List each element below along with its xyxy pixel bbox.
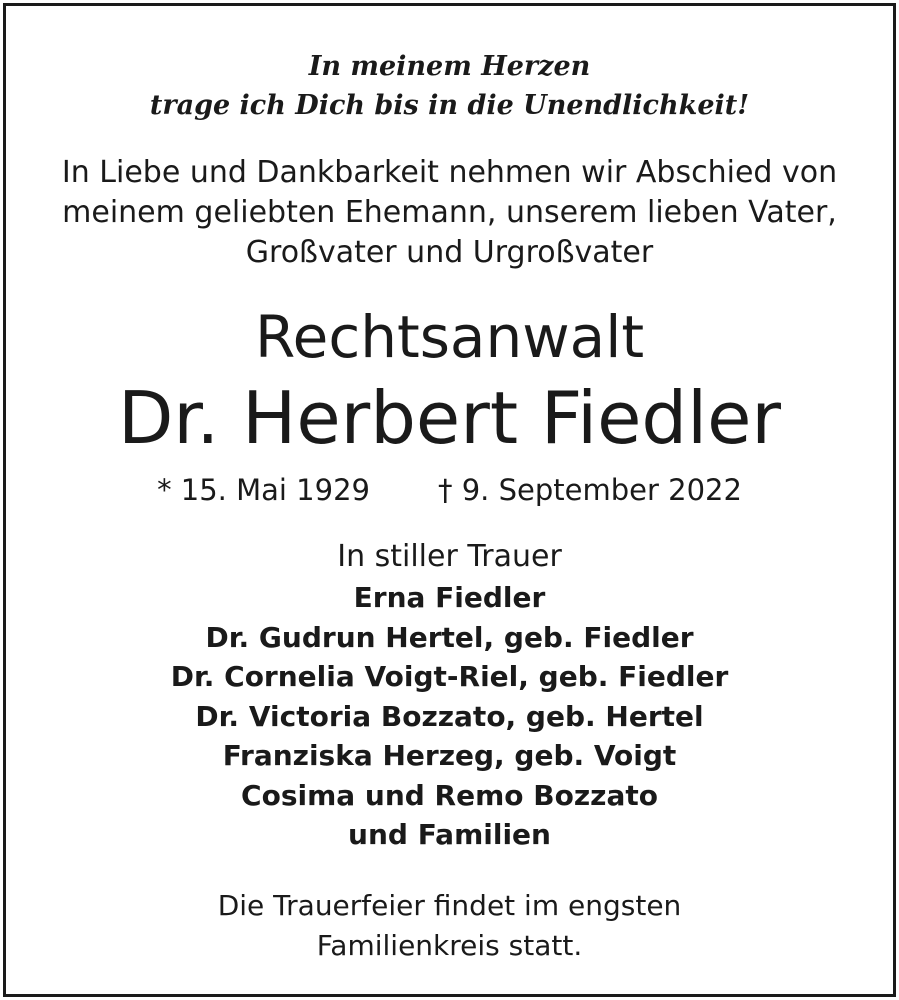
mourner-name: Erna Fiedler [353, 581, 546, 614]
mourner-name: Dr. Gudrun Hertel, geb. Fiedler [205, 620, 694, 654]
mourner-name: und Familien [348, 818, 551, 851]
closing-note [0, 886, 899, 966]
life-dates [0, 470, 899, 510]
intro-line-2: meinem geliebten Ehemann, unserem lieben Vater, [62, 195, 837, 230]
mourner-name: Dr. Victoria Bozzato, geb. Hertel [195, 699, 704, 733]
mourner-name: Dr. Cornelia Voigt-Riel, geb. Fiedler [170, 660, 729, 693]
mourner-name: Cosima und Remo Bozzato [241, 778, 658, 812]
motto [0, 47, 899, 125]
mourner-name: Franziska Herzeg, geb. Voigt [222, 739, 677, 772]
mourners-list [0, 578, 899, 855]
intro-line-1: In Liebe und Dankbarkeit nehmen wir Abschied von [61, 155, 838, 190]
intro-line-3: Großvater und Urgroßvater [245, 235, 654, 270]
deceased-profession: Rechtsanwalt [254, 303, 645, 371]
deceased-name: Dr. Herbert Fiedler [117, 376, 782, 460]
closing-line-1: Die Trauerfeier findet im engsten [217, 889, 682, 922]
birth-date: * 15. Mai 1929 [157, 473, 370, 507]
intro-text [0, 153, 899, 273]
motto-line-1: In meinem Herzen [308, 51, 591, 82]
mourning-label: In stiller Trauer [337, 539, 562, 574]
death-date: † 9. September 2022 [438, 473, 742, 507]
motto-line-2: trage ich Dich bis in die Unendlichkeit! [149, 90, 750, 121]
closing-line-2: Familienkreis statt. [316, 929, 583, 962]
